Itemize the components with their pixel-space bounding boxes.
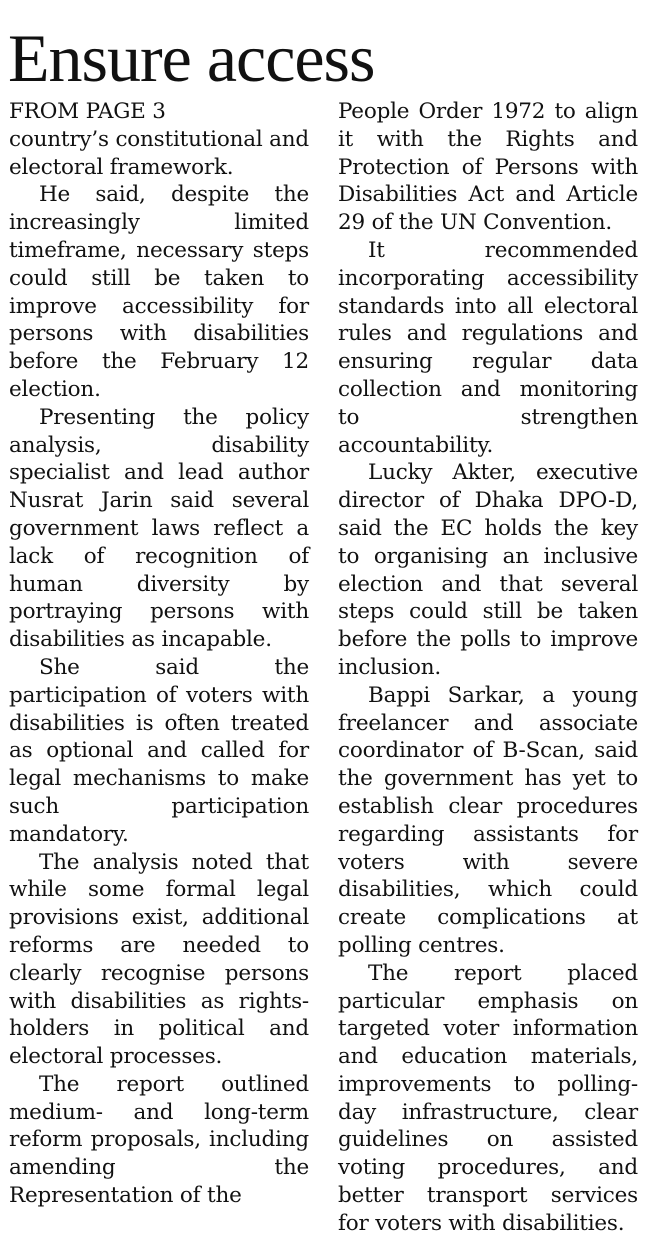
paragraph: He said, despite the increasingly limited timeframe, necessary steps could still be taken to improve accessibility for persons with disabilities before the February 12 election. bbox=[9, 182, 309, 402]
jump-line: FROM PAGE 3 bbox=[9, 99, 166, 124]
paragraph: It recommended incorporating accessibility standards into all electoral rules and regulations and ensuring regular data collection and monitoring to strengthen accountability. bbox=[338, 237, 638, 458]
paragraph: country’s constitutional and electoral framework. bbox=[9, 126, 309, 180]
paragraph: Lucky Akter, executive director of Dhaka DPO-D, said the EC holds the key to organising an inclusive election and that several steps could still be taken before the polls to improve inclusion. bbox=[338, 460, 638, 680]
paragraph: Bappi Sarkar, a young freelancer and associate coordinator of B-Scan, said the government has yet to establish clear procedures regarding assistants for voters with severe disabilities, which could create complications at polling centres. bbox=[338, 682, 638, 958]
paragraph: She said the participation of voters with disabilities is often treated as optional and called for legal mechanisms to make such participation mandatory. bbox=[9, 654, 309, 847]
headline: Ensure access bbox=[8, 20, 375, 96]
paragraph: The report placed particular emphasis on targeted voter information and education materials, improvements to polling-day infrastructure, clear guidelines on assisted voting procedures, and better transport services for voters with disabilities. bbox=[338, 960, 638, 1236]
article-column-right bbox=[338, 98, 638, 1238]
paragraph: The analysis noted that while some formal legal provisions exist, additional reforms are needed to clearly recognise persons with disabilities as rights-holders in political and electoral processes. bbox=[9, 849, 309, 1070]
paragraph: The report outlined medium- and long-term reform proposals, including amending the Representation of the bbox=[9, 1071, 309, 1209]
paragraph: Presenting the policy analysis, disability specialist and lead author Nusrat Jarin said several government laws reflect a lack of recognition of human diversity by portraying persons with disabilities as incapable. bbox=[9, 404, 309, 653]
article-column-left bbox=[9, 98, 309, 1210]
paragraph: People Order 1972 to align it with the Rights and Protection of Persons with Disabilities Act and Article 29 of the UN Convention. bbox=[338, 99, 638, 236]
